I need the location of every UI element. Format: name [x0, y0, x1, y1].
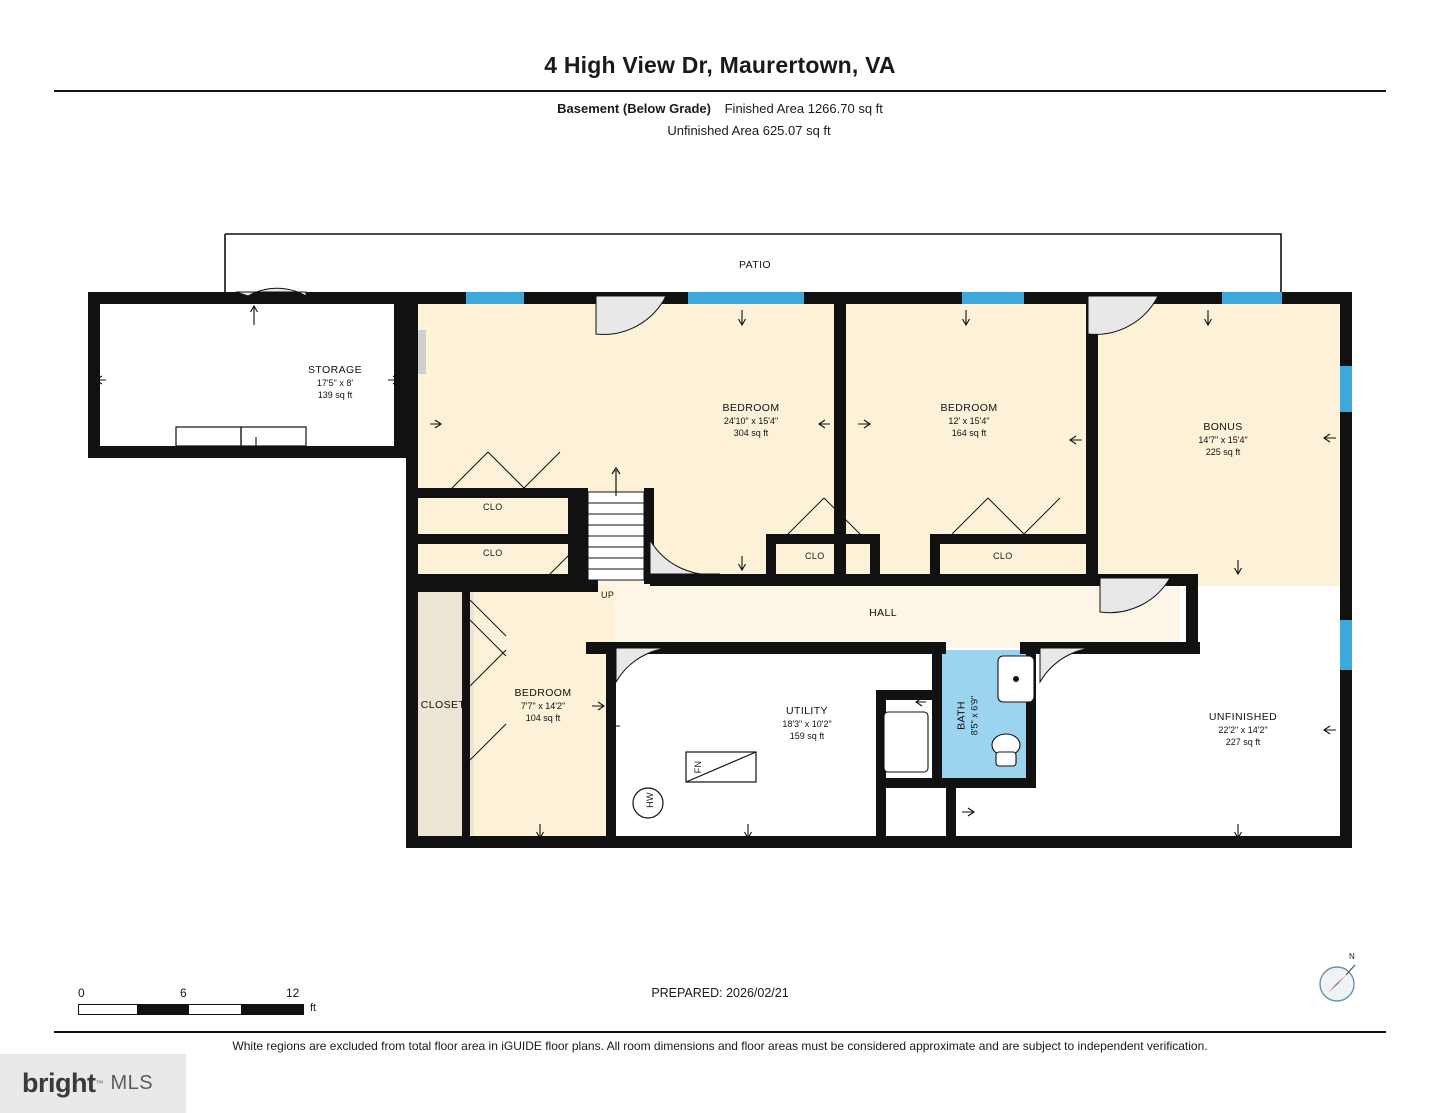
compass-north-label: N — [1349, 952, 1356, 961]
unfinished-area: Unfinished Area 625.07 sq ft — [667, 123, 831, 138]
scale-tick-12: 12 — [286, 986, 300, 1000]
closet-label-2: CLO — [483, 548, 503, 558]
brightmls-logo — [0, 1054, 186, 1113]
furnace-label: FN — [693, 760, 703, 774]
room-label-bonus: BONUS 14'7" x 15'4" 225 sq ft — [1198, 421, 1248, 457]
closet-label-3: CLO — [805, 551, 825, 561]
room-label-utility: UTILITY 18'3" x 10'2" 159 sq ft — [782, 705, 832, 741]
closet-label-4: CLO — [993, 551, 1013, 561]
logo-mls: MLS — [110, 1072, 154, 1094]
prepared-date: PREPARED: 2026/02/21 — [651, 986, 789, 1000]
closet-label-1: CLO — [483, 502, 503, 512]
room-label-bedroom-1: BEDROOM 24'10" x 15'4" 304 sq ft — [722, 402, 780, 438]
room-label-storage: STORAGE 17'5" x 8' 139 sq ft — [308, 364, 362, 400]
room-label-bedroom-2: BEDROOM 12' x 15'4" 164 sq ft — [940, 402, 998, 438]
scale-tick-0: 0 — [78, 986, 85, 1000]
room-label-patio: PATIO — [739, 259, 771, 271]
page-title: 4 High View Dr, Maurertown, VA — [544, 52, 896, 78]
water-heater-label: HW — [645, 792, 655, 808]
stairs-up-label: UP — [601, 590, 615, 600]
logo-tm: ™ — [95, 1079, 104, 1088]
room-label-unfinished: UNFINISHED 22'2" x 14'2" 227 sq ft — [1208, 711, 1278, 747]
scale-tick-6: 6 — [180, 986, 187, 1000]
room-label-closet: CLOSET — [420, 699, 466, 711]
logo-word: bright — [22, 1068, 96, 1098]
room-label-bath: BATH 8'5" x 6'9" — [955, 695, 979, 736]
disclaimer-text: White regions are excluded from total floor area in iGUIDE floor plans. All room dimensions and floor areas must be considered approximate and are subject to independent verification. — [232, 1039, 1208, 1053]
compass-icon — [1310, 955, 1364, 1009]
finished-area: Finished Area 1266.70 sq ft — [724, 101, 883, 116]
scale-unit: ft — [310, 1002, 317, 1014]
room-label-bedroom-3: BEDROOM 7'7" x 14'2" 104 sq ft — [514, 687, 572, 723]
room-label-hall: HALL — [869, 607, 897, 619]
level-label: Basement (Below Grade) — [557, 101, 711, 116]
